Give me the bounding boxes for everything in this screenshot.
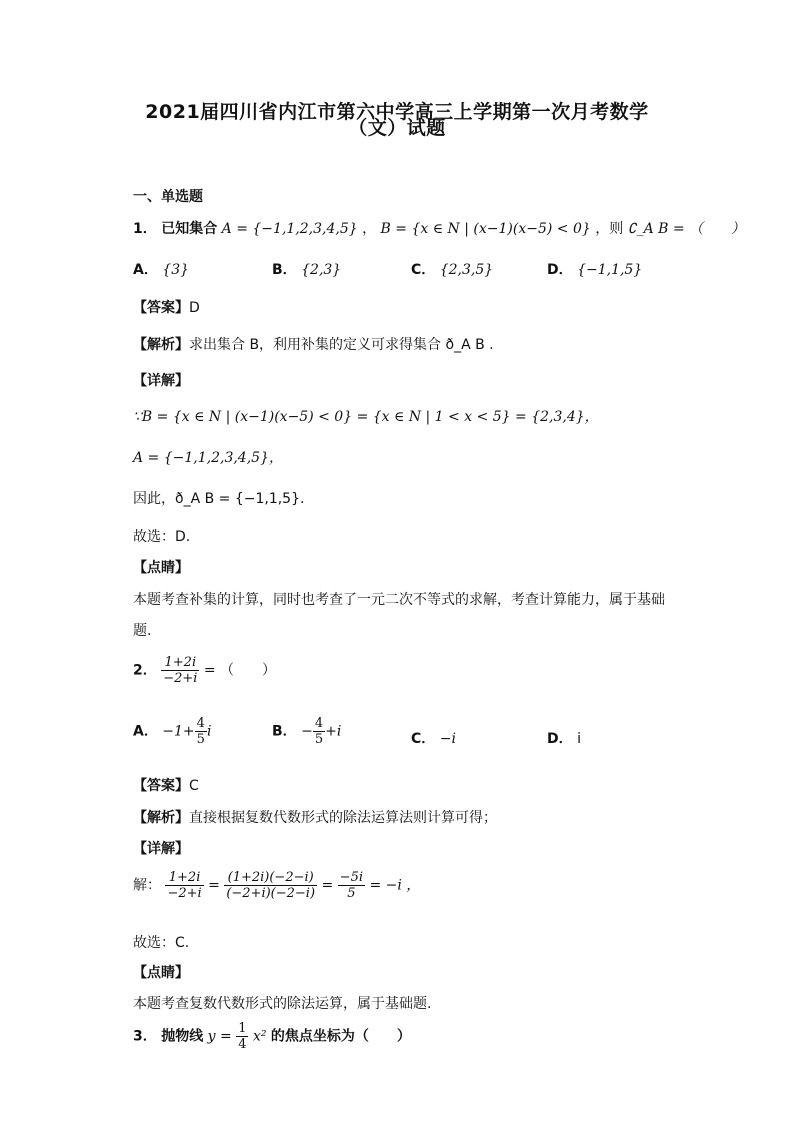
q3-fraction-num: 1 [238, 1021, 247, 1036]
q1-set-a: A = {−1,1,2,3,4,5} [221, 221, 358, 237]
q1-option-a-letter: A． [133, 262, 158, 278]
q2-analysis-tag: 【解析】 [133, 810, 189, 826]
q2-detail-frac-3-num: −5i [339, 870, 363, 885]
q2-option-a [133, 716, 211, 747]
q2-fraction-den: −2+i [163, 671, 198, 686]
q2-detail-equation [133, 870, 420, 901]
q2-detail-frac-1-num: 1+2i [165, 870, 203, 886]
q1-number: 1． [133, 221, 157, 237]
q3-lhs: y = [207, 1028, 232, 1045]
q2-number: 2． [133, 662, 157, 679]
q3-rhs: x² [252, 1028, 267, 1045]
q2-option-a-post: i [206, 723, 212, 740]
q1-choose: 故选：D. [133, 529, 191, 545]
q1-answer: D [189, 300, 200, 316]
q2-choose: 故选：C. [133, 935, 190, 951]
q1-analysis-line [133, 334, 494, 354]
q2-fraction [161, 655, 199, 686]
page-subtitle: （文）试题 [348, 117, 446, 139]
q2-option-c-letter: C． [411, 731, 436, 747]
q1-option-c-letter: C． [411, 262, 436, 278]
q1-target: ∁_A B = （ ） [627, 221, 746, 237]
page-title: 2021届四川省内江市第六中学高三上学期第一次月考数学 [145, 101, 649, 123]
q2-detail-frac-3 [338, 870, 365, 901]
q1-option-b-letter: B． [272, 262, 297, 278]
q2-detail-frac-2-num: (1+2i)(−2−i) [224, 870, 317, 886]
q1-answer-line [133, 297, 200, 317]
q1-option-b [272, 259, 341, 279]
q2-comment-tag: 【点睛】 [133, 965, 189, 981]
q3-number: 3． [133, 1028, 157, 1045]
q2-stem [133, 655, 276, 686]
q2-detail-end: = −i ， [369, 877, 421, 894]
q1-detail-line-1: ∵B = {x ∈ N | (x−1)(x−5) < 0} = {x ∈ N | 1 < x < 5} = {2,3,4}， [133, 409, 599, 425]
q2-option-b-pre: − [301, 723, 313, 740]
q1-detail-line-2: A = {−1,1,2,3,4,5}， [133, 450, 283, 466]
q2-detail-eq-2: = [321, 877, 334, 894]
q2-option-d [547, 728, 581, 748]
q1-analysis-tag: 【解析】 [133, 337, 189, 353]
q2-option-a-num: 4 [196, 716, 205, 731]
q1-option-c [411, 259, 493, 279]
q3-fraction [236, 1021, 248, 1052]
q1-sep: ， [362, 221, 377, 237]
q2-comment: 本题考查复数代数形式的除法运算，属于基础题. [133, 996, 432, 1012]
q3-stem [133, 1021, 411, 1052]
q1-detail-tag: 【详解】 [133, 373, 189, 389]
q2-option-d-text: i [577, 731, 581, 747]
q2-option-a-frac [195, 716, 207, 747]
q1-option-d-text: {−1,1,5} [577, 262, 643, 278]
q2-option-b-den: 5 [314, 732, 324, 747]
q3-stem-suffix: 的焦点坐标为（ ） [270, 1028, 411, 1045]
q2-option-b-letter: B． [272, 723, 297, 740]
q1-option-b-text: {2,3} [301, 262, 342, 278]
q2-detail-tag: 【详解】 [133, 841, 189, 857]
q2-option-c [411, 728, 456, 748]
q1-set-b: B = {x ∈ N | (x−1)(x−5) < 0} [380, 221, 591, 237]
q2-option-b [272, 716, 341, 747]
q2-option-b-post: +i [325, 723, 342, 740]
q1-option-d-letter: D． [547, 262, 573, 278]
q2-detail-frac-2 [224, 870, 317, 901]
q1-comment-line-2: 题. [133, 623, 152, 639]
q1-option-a-text: {3} [162, 262, 190, 278]
q3-stem-prefix: 抛物线 [161, 1028, 204, 1045]
q1-stem [133, 218, 745, 238]
q2-detail-frac-1-den: −2+i [167, 886, 202, 901]
q2-analysis: 直接根据复数代数形式的除法运算法则计算可得； [189, 810, 497, 826]
q2-answer-line [133, 775, 199, 795]
q1-comment-tag: 【点睛】 [133, 560, 189, 576]
q1-comment-line-1: 本题考查补集的计算，同时也考查了一元二次不等式的求解，考查计算能力，属于基础 [133, 592, 665, 608]
q2-option-a-den: 5 [196, 732, 205, 747]
q1-answer-tag: 【答案】 [133, 300, 189, 316]
q2-detail-frac-3-den: 5 [347, 886, 356, 901]
q1-option-d [547, 259, 642, 279]
q2-detail-prefix: 解： [133, 877, 161, 894]
q2-detail-frac-2-den: (−2+i)(−2−i) [226, 886, 316, 901]
q2-option-d-letter: D． [547, 731, 573, 747]
q1-analysis: 求出集合 B，利用补集的定义可求得集合 ð_A B . [189, 337, 494, 353]
q1-stem-suffix: ，则 [595, 221, 624, 237]
q2-option-a-pre: −1+ [162, 723, 195, 740]
q2-option-b-frac [313, 716, 325, 747]
q2-detail-frac-1 [165, 870, 203, 901]
section-heading: 一、单选题 [133, 189, 203, 205]
q2-answer-tag: 【答案】 [133, 778, 189, 794]
q2-option-b-num: 4 [314, 716, 324, 731]
q2-option-c-text: −i [439, 731, 456, 747]
q1-option-a [133, 259, 189, 279]
q1-option-c-text: {2,3,5} [439, 262, 494, 278]
q2-detail-eq-1: = [208, 877, 220, 894]
q2-option-a-letter: A． [133, 723, 158, 740]
q1-detail-line-3: 因此，ð_A B = {−1,1,5}. [133, 491, 305, 507]
q1-stem-prefix: 已知集合 [161, 221, 218, 237]
q2-stem-suffix: = （ ） [203, 662, 277, 679]
q2-analysis-line [133, 807, 497, 827]
q2-fraction-num: 1+2i [161, 655, 199, 671]
q2-answer: C [189, 778, 199, 794]
q3-fraction-den: 4 [238, 1037, 247, 1052]
